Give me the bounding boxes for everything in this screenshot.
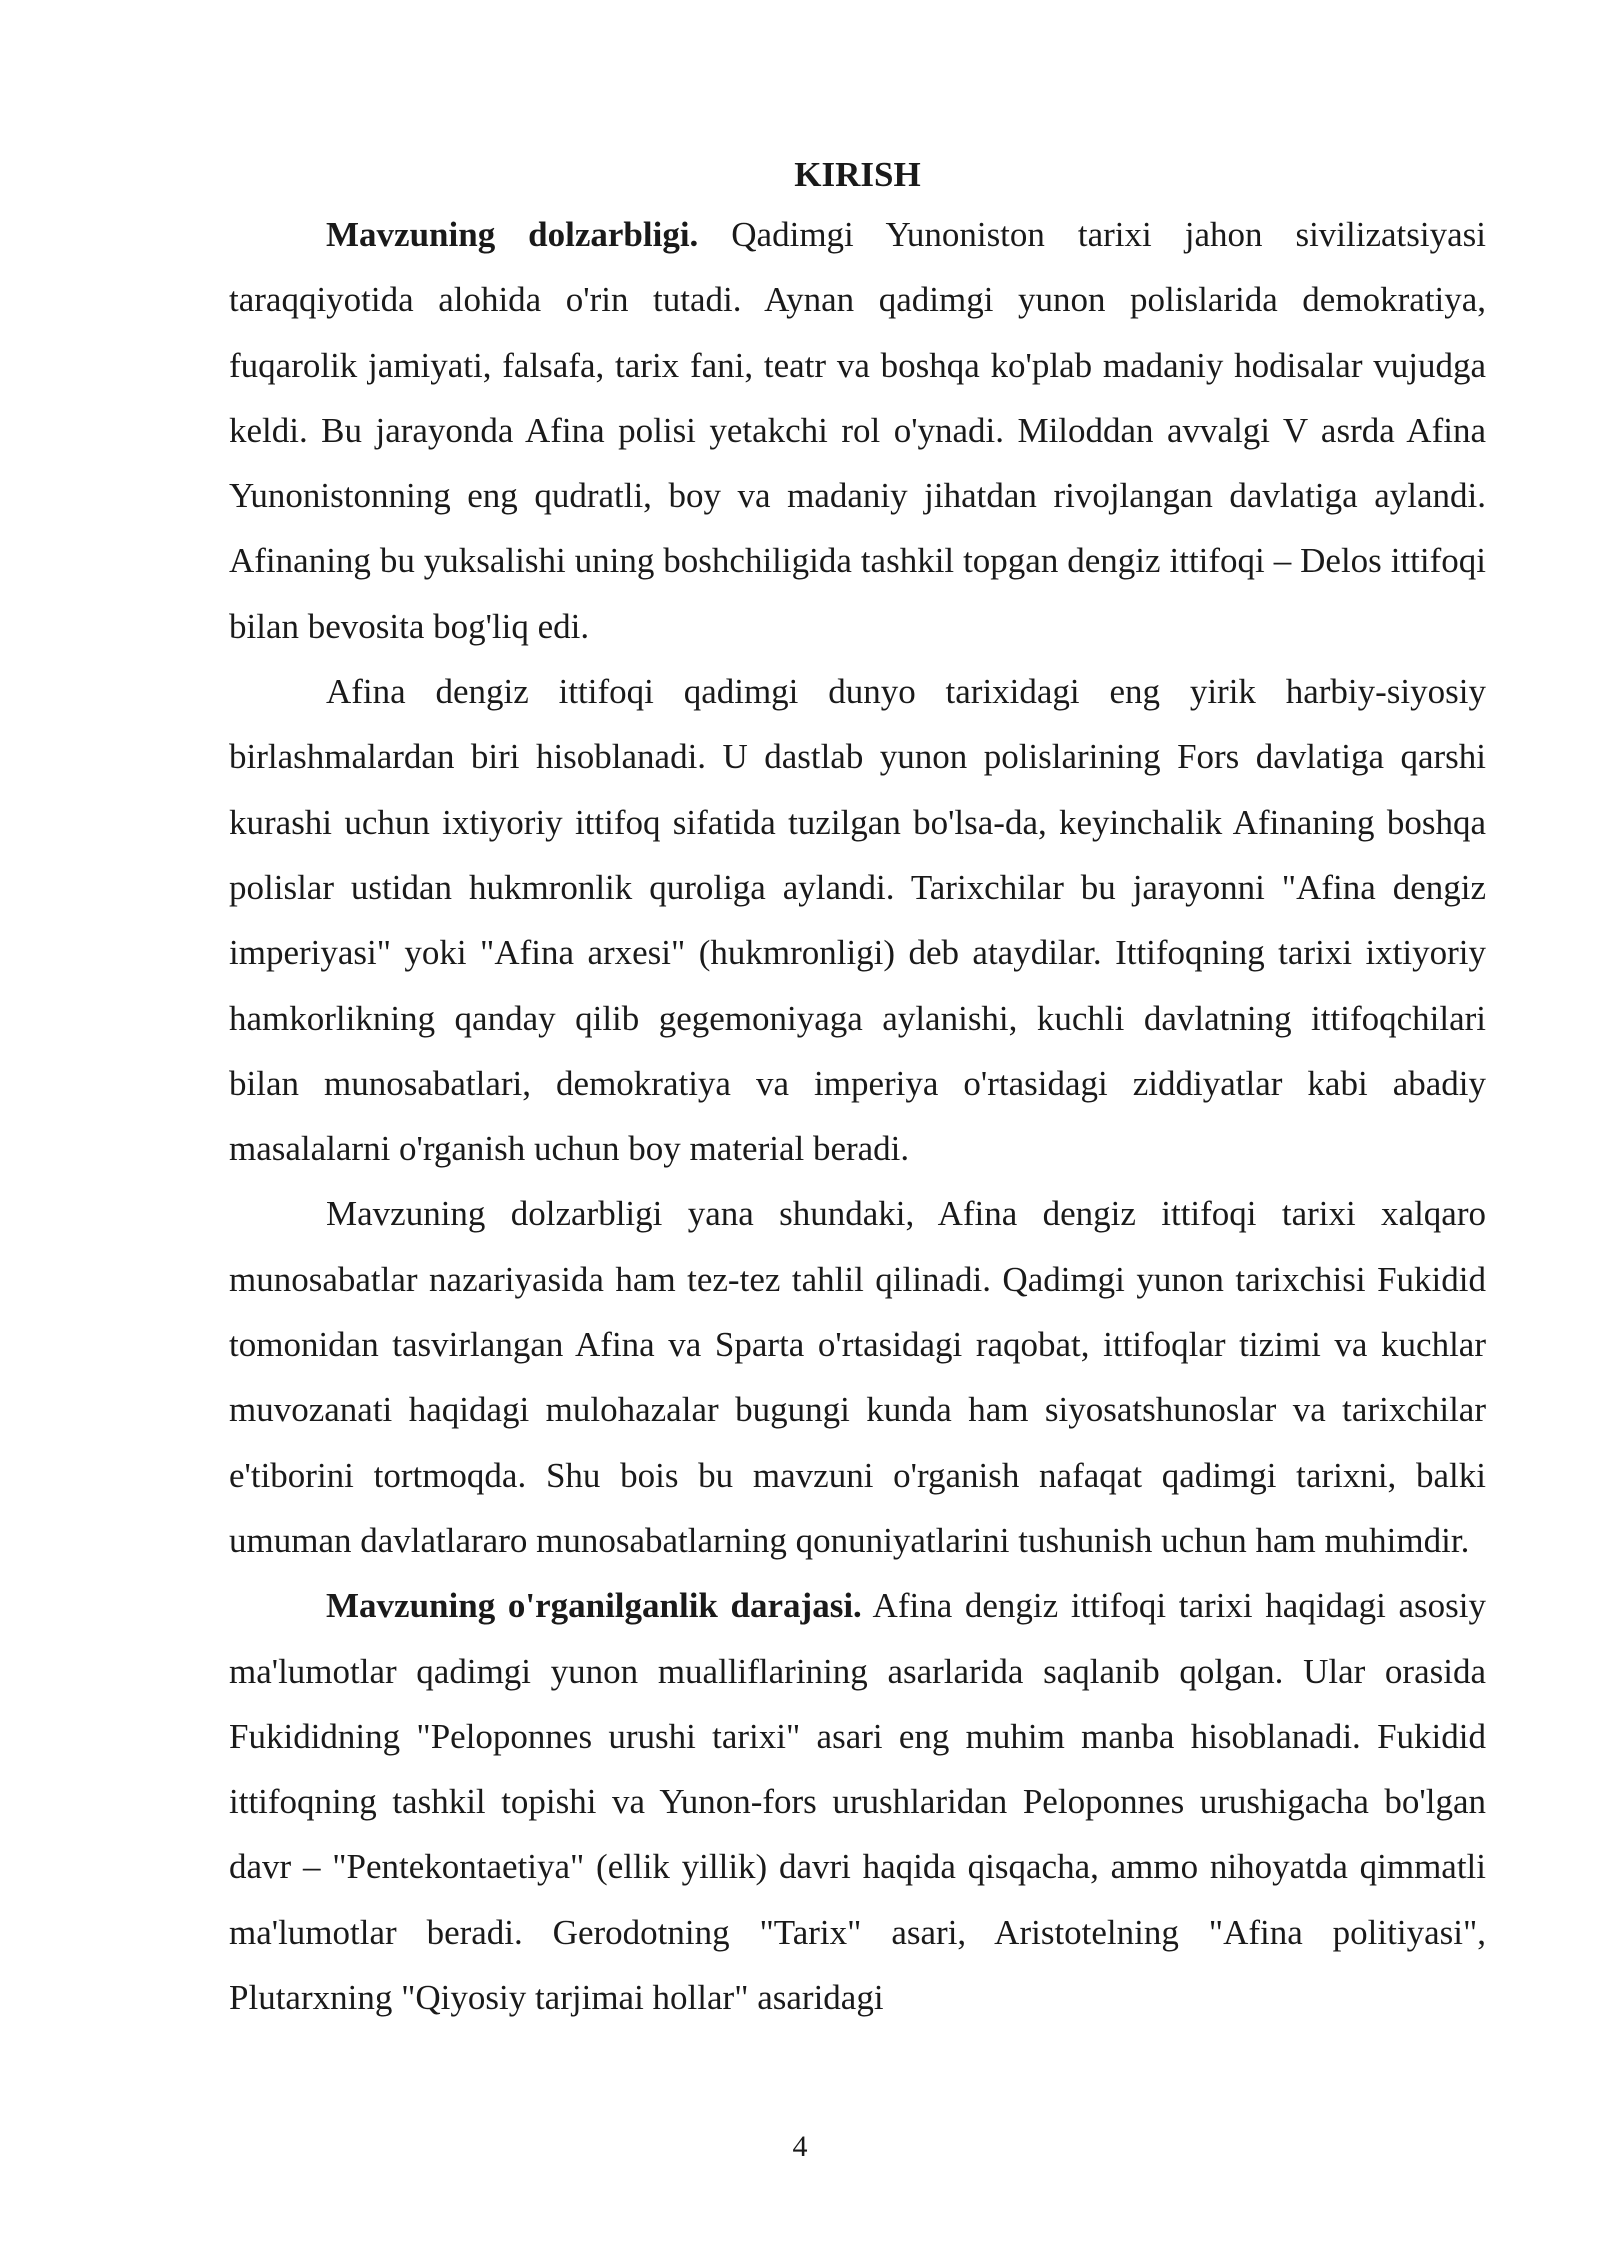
paragraph-relevance bbox=[229, 202, 1486, 659]
document-body bbox=[229, 148, 1486, 2030]
paragraph-study-level bbox=[229, 1573, 1486, 2030]
paragraph-relevance-continued bbox=[229, 1181, 1486, 1573]
page-title: KIRISH bbox=[794, 155, 921, 194]
paragraph-alliance bbox=[229, 659, 1486, 1181]
paragraph-text: Afina dengiz ittifoqi qadimgi dunyo tarixidagi eng yirik harbiy-siyosiy birlashmalardan biri hisoblanadi. U dastlab yunon polislarining Fors davlatiga qarshi kurashi uchun ixtiyoriy ittifoq sifatida tuzilgan bo'lsa-da, keyinchalik Afinaning boshqa polislar ustidan hukmronlik quroliga aylandi. Tarixchilar bu jarayonni "Afina dengiz imperiyasi" yoki "Afina arxesi" (hukmronligi) deb ataydilar. Ittifoqning tarixi ixtiyoriy hamkorlikning qanday qilib gegemoniyaga aylanishi, kuchli davlatning ittifoqchilari bilan munosabatlari, demokratiya va imperiya o'rtasidagi ziddiyatlar kabi abadiy masalalarni o'rganish uchun boy material beradi. bbox=[229, 672, 1486, 1169]
paragraph-lead: Mavzuning o'rganilganlik darajasi. bbox=[326, 1586, 862, 1626]
paragraph-text: Afina dengiz ittifoqi tarixi haqidagi asosiy ma'lumotlar qadimgi yunon mualliflarining asarlarida saqlanib qolgan. Ular orasida Fukididning "Peloponnes urushi tarixi" asari eng muhim manba hisoblanadi. Fukidid ittifoqning tashkil topishi va Yunon-fors urushlaridan Peloponnes urushigacha bo'lgan davr – "Pentekontaetiya" (ellik yillik) davri haqida qisqacha, ammo nihoyatda qimmatli ma'lumotlar beradi. Gerodotning "Tarix" asari, Aristotelning "Afina politiyasi", Plutarxning "Qiyosiy tarjimai hollar" asaridagi bbox=[229, 1586, 1486, 2018]
page-number: 4 bbox=[792, 2130, 808, 2163]
paragraph-text: Mavzuning dolzarbligi yana shundaki, Afina dengiz ittifoqi tarixi xalqaro munosabatlar nazariyasida ham tez-tez tahlil qilinadi. Qadimgi yunon tarixchisi Fukidid tomonidan tasvirlangan Afina va Sparta o'rtasidagi raqobat, ittifoqlar tizimi va kuchlar muvozanati haqidagi mulohazalar bugungi kunda ham siyosatshunoslar va tarixchilar e'tiborini tortmoqda. Shu bois bu mavzuni o'rganish nafaqat qadimgi tarixni, balki umuman davlatlararo munosabatlarning qonuniyatlarini tushunish uchun ham muhimdir. bbox=[229, 1194, 1486, 1560]
paragraph-lead: Mavzuning dolzarbligi. bbox=[326, 215, 699, 254]
paragraph-text: Qadimgi Yunoniston tarixi jahon sivilizatsiyasi taraqqiyotida alohida o'rin tutadi. Aynan qadimgi yunon polislarida demokratiya, fuqarolik jamiyati, falsafa, tarix fani, teatr va boshqa ko'plab madaniy hodisalar vujudga keldi. Bu jarayonda Afina polisi yetakchi rol o'ynadi. Miloddan avvalgi V asrda Afina Yunonistonning eng qudratli, boy va madaniy jihatdan rivojlangan davlatiga aylandi. Afinaning bu yuksalishi uning boshchiligida tashkil topgan dengiz ittifoqi – Delos ittifoqi bilan bevosita bog'liq edi. bbox=[229, 215, 1486, 646]
